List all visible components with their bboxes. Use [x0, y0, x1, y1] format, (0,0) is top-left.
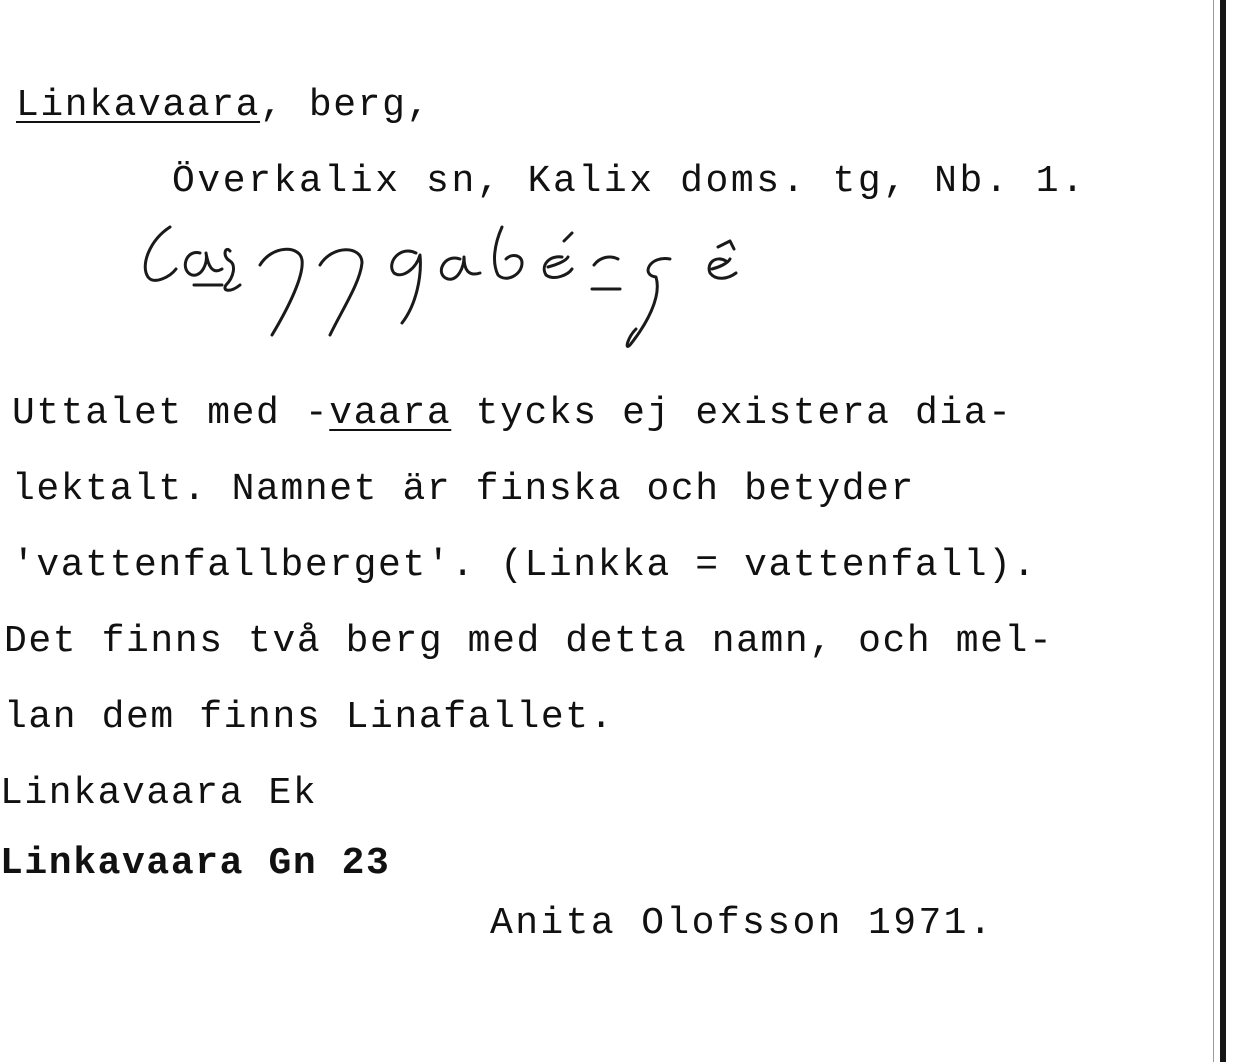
body-line-4: Det finns två berg med detta namn, och mel-	[4, 620, 1054, 663]
body-line-1-end: tycks ej existera dia-	[451, 392, 1013, 435]
card-edge-shadow	[1213, 0, 1214, 1062]
body-line-1-start: Uttalet med -	[12, 392, 330, 435]
card-edge	[1220, 0, 1226, 1062]
body-line-1	[12, 392, 1013, 436]
headword-suffix: , berg,	[260, 84, 431, 127]
suffix-vaara: vaara	[329, 392, 452, 435]
body-line-5: lan dem finns Linafallet.	[4, 696, 615, 739]
location-line: Överkalix sn, Kalix doms. tg, Nb. 1.	[172, 160, 1087, 203]
reference-1: Linkavaara Ek	[0, 772, 318, 815]
body-line-3: 'vattenfallberget'. (Linkka = vattenfall).	[12, 544, 1037, 587]
handwritten-pronunciation	[130, 205, 770, 355]
headword: Linkavaara	[16, 84, 261, 127]
body-line-2: lektalt. Namnet är finska och betyder	[12, 468, 915, 511]
signature: Anita Olofsson 1971.	[490, 902, 995, 945]
reference-2: Linkavaara Gn 23	[0, 842, 391, 885]
headword-line	[16, 84, 431, 128]
